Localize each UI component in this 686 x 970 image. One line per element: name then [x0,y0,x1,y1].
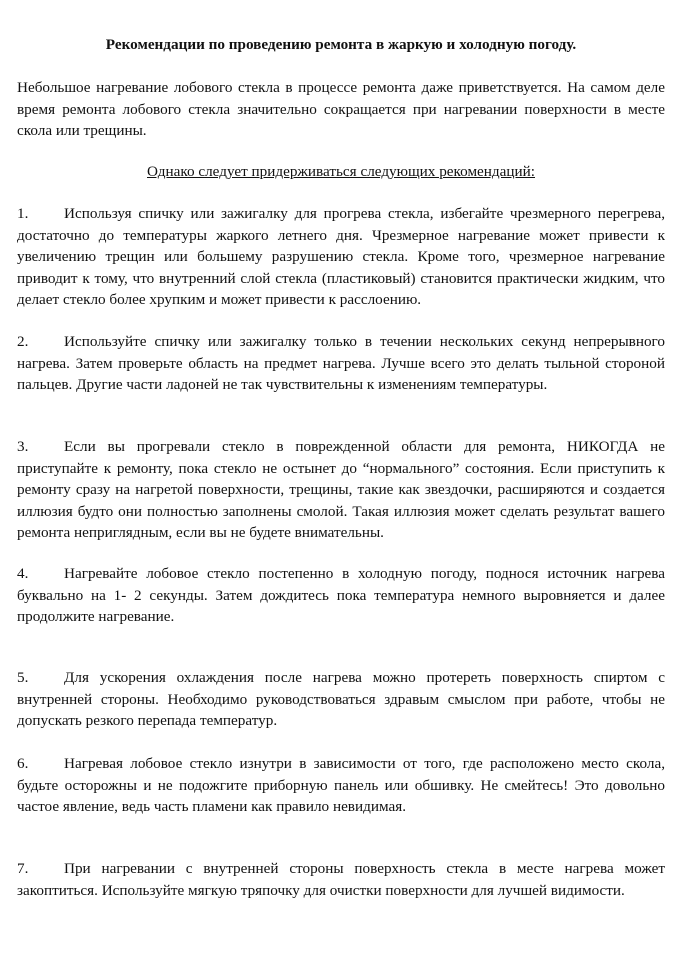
list-item-text: Для ускорения охлаждения после нагрева можно протереть поверхность спиртом с внутренней стороны. Необходимо руководствоваться здравым смыслом при работе, чтобы не допускать резкого перепада температур. [17,669,665,729]
list-item: 1. Используя спичку или зажигалку для прогрева стекла, избегайте чрезмерного перегрева, достаточно до температуры жаркого летнего дня. Чрезмерное нагревание может привести к увеличению трещин или большему разрушению стекла. Кроме того, чрезмерное нагревание приводит к тому, что внутренний слой стекла (пластиковый) становится практически жидким, что делает стекло более хрупким и может привести к расслоению. [17,205,665,308]
list-item: 3. Если вы прогревали стекло в поврежденной области для ремонта, НИКОГДА не приступайте к ремонту, пока стекло не остынет до “нормального” состояния. Если приступить к ремонту сразу на нагретой поверхности, трещины, такие как звездочки, расширяются и создается иллюзия будто они полностью заполнены смолой. Такая иллюзия может сделать результат вашего ремонта неприглядным, если вы не будете внимательны. [17,438,665,541]
list-item-text: Используя спичку или зажигалку для прогрева стекла, избегайте чрезмерного перегрева, достаточно до температуры жаркого летнего дня. Чрезмерное нагревание может привести к увеличению трещин или большему разрушению стекла. Кроме того, чрезмерное нагревание приводит к тому, что внутренний слой стекла (пластиковый) становится практически жидким, что делает стекло более хрупким и может привести к расслоению. [17,205,665,308]
list-item-text: Если вы прогревали стекло в поврежденной области для ремонта, НИКОГДА не приступайте к ремонту, пока стекло не остынет до “нормального” состояния. Если приступить к ремонту сразу на нагретой поверхности, трещины, такие как звездочки, расширяются и создается иллюзия будто они полностью заполнены смолой. Такая иллюзия может сделать результат вашего ремонта неприглядным, если вы не будете внимательны. [17,438,665,541]
list-item: 5. Для ускорения охлаждения после нагрева можно протереть поверхность спиртом с внутренней стороны. Необходимо руководствоваться здравым смыслом при работе, чтобы не допускать резкого перепада температур. [17,669,665,729]
list-item-text: Используйте спичку или зажигалку только в течении нескольких секунд непрерывного нагрева. Затем проверьте область на предмет нагрева. Лучше всего это делать тыльной стороной пальцев. Другие части ладоней не так чувствительны к изменениям температуры. [17,333,665,393]
list-item-text: При нагревании с внутренней стороны поверхность стекла в месте нагрева может закоптиться. Используйте мягкую тряпочку для очистки поверхности для лучшей видимости. [17,860,665,899]
list-item-text: Нагревайте лобовое стекло постепенно в холодную погоду, поднося источник нагрева буквально на 1- 2 секунды. Затем дождитесь пока температура немного выровняется и далее продолжите нагревание. [17,565,665,625]
list-item: 2. Используйте спичку или зажигалку только в течении нескольких секунд непрерывного нагрева. Затем проверьте область на предмет нагрева. Лучше всего это делать тыльной стороной пальцев. Другие части ладоней не так чувствительны к изменениям температуры. [17,333,665,393]
list-item: 7. При нагревании с внутренней стороны поверхность стекла в месте нагрева может закоптиться. Используйте мягкую тряпочку для очистки поверхности для лучшей видимости. [17,860,665,899]
list-item: 6. Нагревая лобовое стекло изнутри в зависимости от того, где расположено место скола, будьте осторожны и не подожгите приборную панель или обшивку. Не смейтесь! Это довольно частое явление, ведь часть пламени как правило невидимая. [17,755,665,815]
list-item-text: Нагревая лобовое стекло изнутри в зависимости от того, где расположено место скола, будьте осторожны и не подожгите приборную панель или обшивку. Не смейтесь! Это довольно частое явление, ведь часть пламени как правило невидимая. [17,755,665,815]
recommendations-subheading: Однако следует придерживаться следующих рекомендаций: [147,163,535,180]
document-title: Рекомендации по проведению ремонта в жаркую и холодную погоду. [105,36,577,53]
intro-paragraph: Небольшое нагревание лобового стекла в процессе ремонта даже приветствуется. На самом деле время ремонта лобового стекла значительно сокращается при нагревании поверхности в месте скола или трещины. [17,79,665,139]
list-item: 4. Нагревайте лобовое стекло постепенно в холодную погоду, поднося источник нагрева буквально на 1- 2 секунды. Затем дождитесь пока температура немного выровняется и далее продолжите нагревание. [17,565,665,625]
